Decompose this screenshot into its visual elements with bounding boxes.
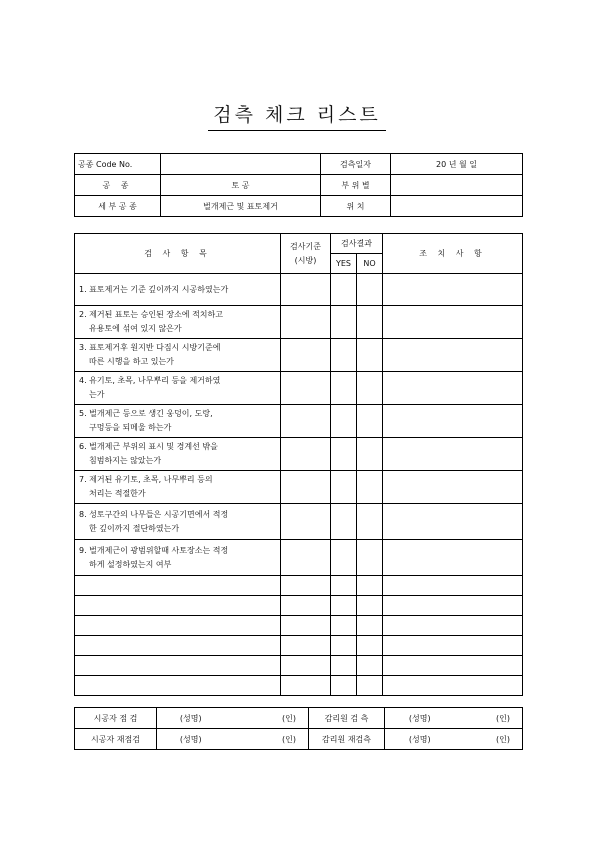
yes-cell[interactable] bbox=[331, 438, 357, 471]
standard-header bbox=[281, 234, 331, 274]
checklist-row bbox=[75, 504, 523, 540]
action-cell[interactable] bbox=[383, 504, 523, 540]
checklist-item-line1: 4. 유기토, 초목, 나무뿌리 등을 제거하였 bbox=[79, 376, 221, 385]
standard-header-line1: 검사기준 bbox=[290, 242, 321, 251]
standard-cell[interactable] bbox=[281, 616, 331, 636]
yes-cell[interactable] bbox=[331, 636, 357, 656]
info-row bbox=[75, 196, 523, 217]
no-cell[interactable] bbox=[357, 616, 383, 636]
checklist-blank-row bbox=[75, 576, 523, 596]
checklist-item bbox=[75, 306, 281, 339]
checklist-row bbox=[75, 438, 523, 471]
standard-cell[interactable] bbox=[281, 339, 331, 372]
checklist-item-line1: 9. 벌개제근이 광범위할때 사토장소는 적정 bbox=[79, 545, 229, 555]
action-cell[interactable] bbox=[383, 372, 523, 405]
action-cell[interactable] bbox=[383, 306, 523, 339]
contractor-check-label: 시공자 점 검 bbox=[75, 708, 157, 729]
blank-item-cell[interactable] bbox=[75, 596, 281, 616]
yes-cell[interactable] bbox=[331, 540, 357, 576]
contractor-check-sign[interactable]: (성명) bbox=[157, 708, 225, 729]
standard-cell[interactable] bbox=[281, 405, 331, 438]
checklist-row bbox=[75, 306, 523, 339]
action-header: 조 치 사 항 bbox=[383, 234, 523, 274]
yes-cell[interactable] bbox=[331, 576, 357, 596]
work-field[interactable]: 토 공 bbox=[161, 175, 321, 196]
checklist-item bbox=[75, 274, 281, 306]
location-field[interactable] bbox=[391, 196, 523, 217]
checklist-item-line1: 8. 성토구간의 나무들은 시공기면에서 적정 bbox=[79, 509, 229, 519]
no-cell[interactable] bbox=[357, 471, 383, 504]
checklist-table bbox=[74, 233, 523, 696]
yes-cell[interactable] bbox=[331, 372, 357, 405]
standard-cell[interactable] bbox=[281, 274, 331, 306]
no-cell[interactable] bbox=[357, 306, 383, 339]
checklist-item bbox=[75, 438, 281, 471]
standard-cell[interactable] bbox=[281, 576, 331, 596]
checklist-blank-row bbox=[75, 616, 523, 636]
yes-cell[interactable] bbox=[331, 616, 357, 636]
action-cell[interactable] bbox=[383, 596, 523, 616]
no-cell[interactable] bbox=[357, 540, 383, 576]
supervisor-check-seal: (인) bbox=[455, 708, 523, 729]
checklist-item-line2: 유용토에 섞여 있지 않은가 bbox=[89, 324, 182, 333]
no-cell[interactable] bbox=[357, 504, 383, 540]
yes-header: YES bbox=[331, 254, 357, 274]
code-field[interactable] bbox=[161, 154, 321, 175]
sign-table bbox=[74, 707, 523, 750]
items-header: 검 사 항 목 bbox=[75, 234, 281, 274]
standard-cell[interactable] bbox=[281, 540, 331, 576]
date-label: 검측일자 bbox=[321, 154, 391, 175]
standard-cell[interactable] bbox=[281, 438, 331, 471]
part-field[interactable] bbox=[391, 175, 523, 196]
checklist-item-line2: 따른 시행을 하고 있는가 bbox=[89, 357, 174, 366]
yes-cell[interactable] bbox=[331, 274, 357, 306]
checklist-blank-row bbox=[75, 636, 523, 656]
checklist-row bbox=[75, 339, 523, 372]
checklist-item-line2: 하게 설정하였는지 여부 bbox=[89, 559, 172, 569]
checklist-row bbox=[75, 405, 523, 438]
no-cell[interactable] bbox=[357, 576, 383, 596]
checklist-item-line2: 처리는 적절한가 bbox=[89, 489, 146, 498]
checklist-row bbox=[75, 471, 523, 504]
checklist-item bbox=[75, 339, 281, 372]
blank-item-cell[interactable] bbox=[75, 656, 281, 676]
standard-cell[interactable] bbox=[281, 372, 331, 405]
no-header: NO bbox=[357, 254, 383, 274]
no-cell[interactable] bbox=[357, 438, 383, 471]
detail-field[interactable]: 벌개제근 및 표토제거 bbox=[161, 196, 321, 217]
standard-cell[interactable] bbox=[281, 504, 331, 540]
checklist-row bbox=[75, 372, 523, 405]
blank-item-cell[interactable] bbox=[75, 636, 281, 656]
sign-row bbox=[75, 729, 523, 750]
supervisor-recheck-sign[interactable]: (성명) bbox=[385, 729, 455, 750]
supervisor-check-label: 감리원 검 측 bbox=[309, 708, 385, 729]
checklist-item-line2: 는가 bbox=[89, 390, 105, 399]
checklist-blank-row bbox=[75, 596, 523, 616]
checklist-body bbox=[75, 274, 523, 696]
yes-cell[interactable] bbox=[331, 339, 357, 372]
blank-item-cell[interactable] bbox=[75, 616, 281, 636]
action-cell[interactable] bbox=[383, 616, 523, 636]
yes-cell[interactable] bbox=[331, 471, 357, 504]
standard-cell[interactable] bbox=[281, 676, 331, 696]
yes-cell[interactable] bbox=[331, 504, 357, 540]
action-cell[interactable] bbox=[383, 274, 523, 306]
work-label: 공 종 bbox=[75, 175, 161, 196]
action-cell[interactable] bbox=[383, 636, 523, 656]
checklist-header-row bbox=[75, 234, 523, 254]
yes-cell[interactable] bbox=[331, 405, 357, 438]
action-cell[interactable] bbox=[383, 405, 523, 438]
checklist-item bbox=[75, 372, 281, 405]
action-cell[interactable] bbox=[383, 540, 523, 576]
checklist-item-line1: 6. 벌개제근 부위의 표시 및 경계선 밖을 bbox=[79, 442, 218, 451]
checklist-item bbox=[75, 540, 281, 576]
action-cell[interactable] bbox=[383, 576, 523, 596]
no-cell[interactable] bbox=[357, 596, 383, 616]
location-label: 위 치 bbox=[321, 196, 391, 217]
supervisor-recheck-seal: (인) bbox=[455, 729, 523, 750]
info-table bbox=[74, 153, 523, 217]
action-cell[interactable] bbox=[383, 656, 523, 676]
checklist-item bbox=[75, 504, 281, 540]
checklist-item-line1: 3. 표토제거후 원지반 다짐시 시방기준에 bbox=[79, 343, 221, 352]
yes-cell[interactable] bbox=[331, 656, 357, 676]
yes-cell[interactable] bbox=[331, 676, 357, 696]
detail-label: 세 부 공 종 bbox=[75, 196, 161, 217]
no-cell[interactable] bbox=[357, 372, 383, 405]
yes-cell[interactable] bbox=[331, 306, 357, 339]
contractor-recheck-label: 시공자 재점검 bbox=[75, 729, 157, 750]
sign-row bbox=[75, 708, 523, 729]
standard-cell[interactable] bbox=[281, 471, 331, 504]
yes-cell[interactable] bbox=[331, 596, 357, 616]
checklist-item-line1: 1. 표토제거는 기준 깊이까지 시공하였는가 bbox=[79, 284, 229, 294]
no-cell[interactable] bbox=[357, 339, 383, 372]
blank-item-cell[interactable] bbox=[75, 576, 281, 596]
checklist-item-line2: 한 깊이까지 절단하였는가 bbox=[89, 523, 180, 533]
standard-cell[interactable] bbox=[281, 306, 331, 339]
checklist-row bbox=[75, 274, 523, 306]
action-cell[interactable] bbox=[383, 339, 523, 372]
no-cell[interactable] bbox=[357, 274, 383, 306]
checklist-item bbox=[75, 405, 281, 438]
standard-cell[interactable] bbox=[281, 596, 331, 616]
checklist-item-line1: 2. 제거된 표토는 승인된 장소에 적치하고 bbox=[79, 310, 223, 319]
checklist-blank-row bbox=[75, 676, 523, 696]
checklist-item-line2: 구멍등을 되메울 하는가 bbox=[89, 423, 172, 432]
action-cell[interactable] bbox=[383, 471, 523, 504]
checklist-item-line1: 7. 제거된 유기토, 초목, 나무뿌리 등의 bbox=[79, 475, 213, 484]
contractor-recheck-sign[interactable]: (성명) bbox=[157, 729, 225, 750]
page-title: 검측 체크 리스트 bbox=[208, 100, 386, 131]
no-cell[interactable] bbox=[357, 405, 383, 438]
date-field[interactable]: 20 년 월 일 bbox=[391, 154, 523, 175]
code-label: 공종 Code No. bbox=[75, 154, 161, 175]
checklist-row bbox=[75, 540, 523, 576]
contractor-recheck-seal: (인) bbox=[225, 729, 309, 750]
result-header: 검사결과 bbox=[331, 234, 383, 254]
no-cell[interactable] bbox=[357, 676, 383, 696]
info-row bbox=[75, 175, 523, 196]
contractor-check-seal: (인) bbox=[225, 708, 309, 729]
no-cell[interactable] bbox=[357, 636, 383, 656]
part-label: 부 위 별 bbox=[321, 175, 391, 196]
action-cell[interactable] bbox=[383, 676, 523, 696]
supervisor-recheck-label: 감리원 재검측 bbox=[309, 729, 385, 750]
info-row bbox=[75, 154, 523, 175]
standard-header-line2: (시방) bbox=[294, 256, 317, 265]
checklist-item bbox=[75, 471, 281, 504]
standard-cell[interactable] bbox=[281, 656, 331, 676]
checklist-blank-row bbox=[75, 656, 523, 676]
standard-cell[interactable] bbox=[281, 636, 331, 656]
action-cell[interactable] bbox=[383, 438, 523, 471]
checklist-item-line1: 5. 벌개제근 등으로 생긴 웅덩이, 도랑, bbox=[79, 409, 213, 418]
no-cell[interactable] bbox=[357, 656, 383, 676]
checklist-item-line2: 침범하지는 않았는가 bbox=[89, 456, 162, 465]
supervisor-check-sign[interactable]: (성명) bbox=[385, 708, 455, 729]
blank-item-cell[interactable] bbox=[75, 676, 281, 696]
